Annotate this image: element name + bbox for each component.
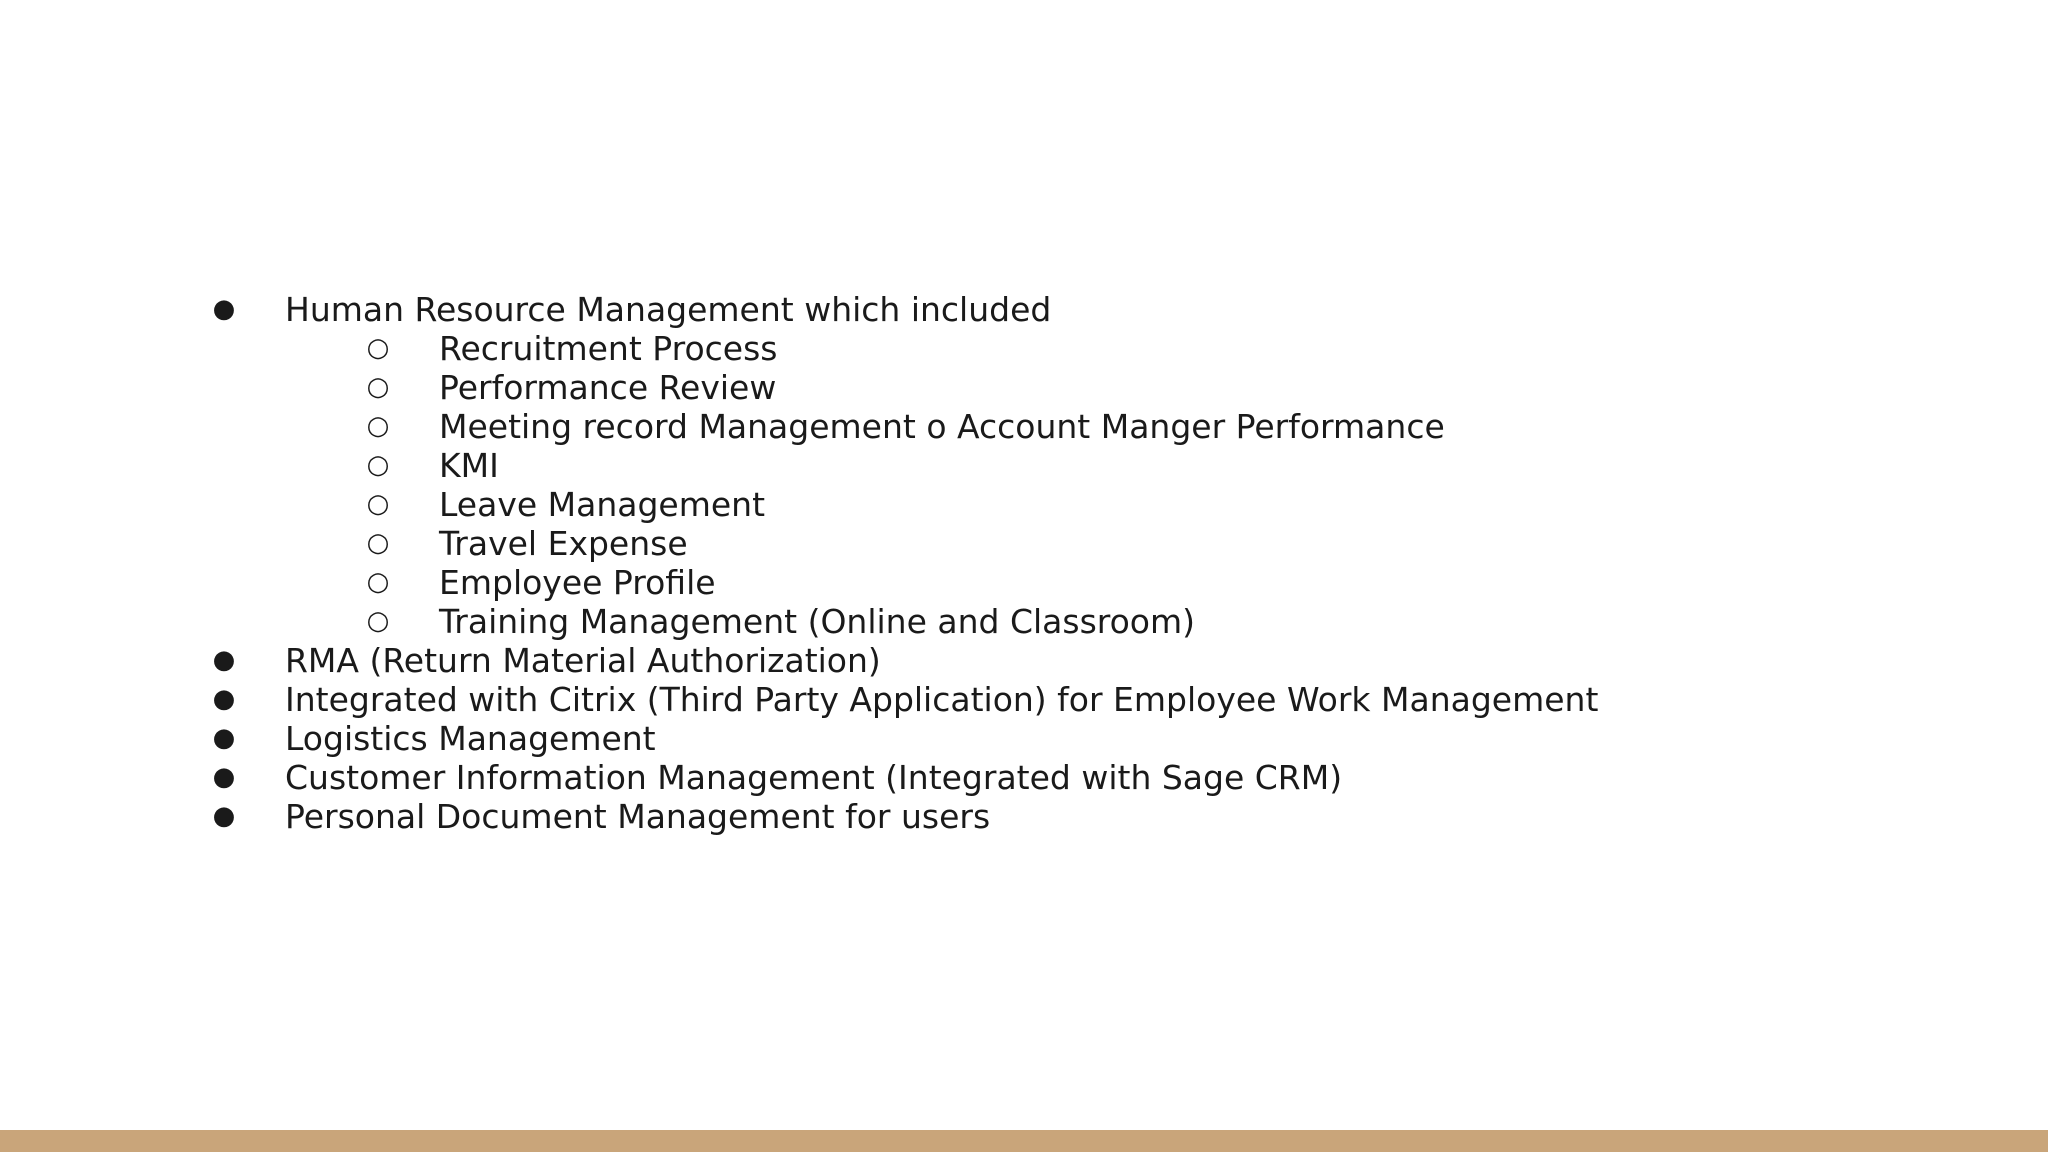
list-item-logistics [0, 719, 2048, 758]
list-item-text: Human Resource Management which included [285, 290, 1052, 329]
list-item-text: Personal Document Management for users [285, 797, 991, 836]
bullet-filled-icon: ● [212, 801, 236, 831]
sub-item-leave [0, 485, 2048, 524]
list-item-text: Customer Information Management (Integrated with Sage CRM) [285, 758, 1343, 797]
sub-item-text: Training Management (Online and Classroom) [439, 602, 1196, 641]
sub-item-text: KMI [439, 446, 499, 485]
bullet-filled-icon: ● [212, 645, 236, 675]
bullet-hollow-icon: ○ [366, 489, 390, 519]
bullet-hollow-icon: ○ [366, 606, 390, 636]
sub-item-text: Performance Review [439, 368, 777, 407]
sub-item-text: Meeting record Management o Account Manger Performance [439, 407, 1445, 446]
sub-item-training [0, 602, 2048, 641]
bullet-list [0, 290, 2048, 836]
sub-item-text: Travel Expense [439, 524, 688, 563]
sub-item-kmi [0, 446, 2048, 485]
sub-item-text: Recruitment Process [439, 329, 778, 368]
sub-item-travel-expense [0, 524, 2048, 563]
bullet-filled-icon: ● [212, 294, 236, 324]
list-item-text: RMA (Return Material Authorization) [285, 641, 881, 680]
list-item-customer [0, 758, 2048, 797]
bullet-filled-icon: ● [212, 723, 236, 753]
bullet-hollow-icon: ○ [366, 411, 390, 441]
bullet-hollow-icon: ○ [366, 450, 390, 480]
bullet-hollow-icon: ○ [366, 333, 390, 363]
list-item-hrm [0, 290, 2048, 329]
list-item-documents [0, 797, 2048, 836]
sub-item-performance-review [0, 368, 2048, 407]
bottom-accent-bar [0, 1130, 2048, 1152]
bullet-hollow-icon: ○ [366, 567, 390, 597]
list-item-rma [0, 641, 2048, 680]
sub-item-recruitment [0, 329, 2048, 368]
bullet-hollow-icon: ○ [366, 528, 390, 558]
bullet-filled-icon: ● [212, 684, 236, 714]
sub-item-text: Employee Profile [439, 563, 716, 602]
bullet-filled-icon: ● [212, 762, 236, 792]
bullet-hollow-icon: ○ [366, 372, 390, 402]
sub-item-text: Leave Management [439, 485, 766, 524]
sub-item-meeting-record [0, 407, 2048, 446]
list-item-text: Logistics Management [285, 719, 656, 758]
list-item-text: Integrated with Citrix (Third Party Application) for Employee Work Management [285, 680, 1599, 719]
sub-item-employee-profile [0, 563, 2048, 602]
list-item-citrix [0, 680, 2048, 719]
